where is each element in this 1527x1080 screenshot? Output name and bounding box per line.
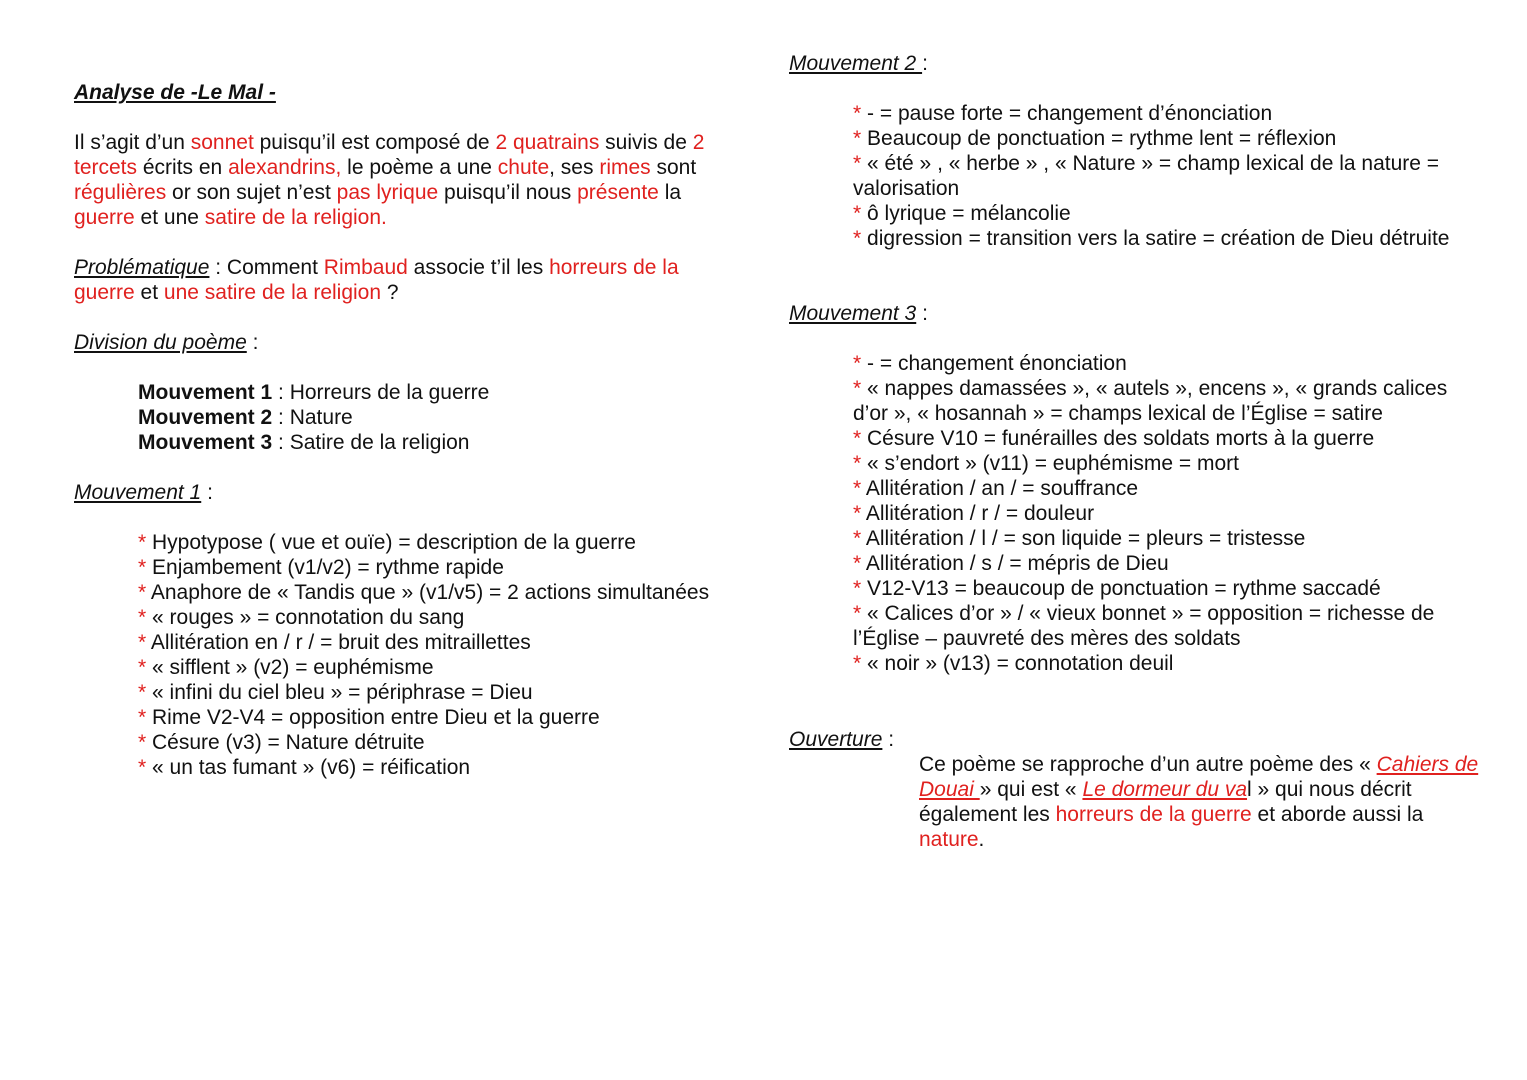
ouverture-segment: » qui est «: [979, 778, 1083, 801]
list-item: [138, 605, 709, 630]
mouvement2-colon: :: [922, 52, 928, 75]
list-item-text: digression = transition vers la satire = création de Dieu détruite: [867, 227, 1450, 250]
mouvement3-label: Mouvement 3: [789, 302, 917, 325]
list-item: [853, 451, 1483, 476]
list-item-text: « s’endort » (v11) = euphémisme = mort: [867, 452, 1239, 475]
list-item: [853, 576, 1483, 601]
division-item-title: Mouvement 3: [138, 431, 273, 454]
division-item: [138, 380, 489, 405]
ouverture-highlight: nature: [919, 828, 979, 851]
division-item-title: Mouvement 1: [138, 381, 273, 404]
intro-segment: le poème a une: [341, 156, 498, 179]
bullet-star-icon: *: [138, 706, 153, 729]
list-item-text: « nappes damassées », « autels », encens », « grands calices d’or », « hosannah » = champs lexical de l’Église = satire: [853, 377, 1448, 425]
bullet-star-icon: *: [138, 681, 153, 704]
bullet-star-icon: *: [138, 606, 153, 629]
intro-highlight: rimes: [599, 156, 651, 179]
intro-highlight: alexandrins,: [228, 156, 342, 179]
intro-segment: sont: [650, 156, 697, 179]
ouverture-highlight: horreurs de la guerre: [1055, 803, 1252, 826]
list-item: [853, 201, 1483, 226]
division-label: Division du poème: [74, 331, 247, 354]
mouvement1-colon: :: [201, 481, 213, 504]
bullet-star-icon: *: [138, 556, 153, 579]
ouverture-title-link[interactable]: Cahiers de Douai: [919, 753, 1479, 801]
mouvement3-heading: [789, 301, 928, 326]
intro-segment: Il s’agit d’un: [74, 131, 191, 154]
bullet-star-icon: *: [138, 731, 153, 754]
bullet-star-icon: *: [853, 377, 868, 400]
intro-segment: et une: [134, 206, 205, 229]
list-item-text: Allitération / r / = douleur: [865, 502, 1095, 525]
division-item-text: : Horreurs de la guerre: [272, 381, 490, 404]
division-item: [138, 430, 489, 455]
problematique-highlight: horreurs de la guerre: [74, 256, 679, 304]
bullet-star-icon: *: [138, 656, 153, 679]
problematique-segment: associe t’il les: [407, 256, 550, 279]
list-item-text: « Calices d’or » / « vieux bonnet » = opposition = richesse de l’Église – pauvreté des mères des soldats: [853, 602, 1435, 650]
list-item-text: « sifflent » (v2) = euphémisme: [152, 656, 434, 679]
list-item-text: Allitération / an / = souffrance: [865, 477, 1139, 500]
problematique-label: Problématique: [74, 256, 210, 279]
intro-highlight: régulières: [74, 181, 167, 204]
bullet-star-icon: *: [853, 452, 868, 475]
list-item: [853, 151, 1483, 201]
bullet-star-icon: *: [138, 581, 151, 604]
bullet-star-icon: *: [853, 102, 868, 125]
mouvement1-heading: [74, 480, 213, 505]
list-item: [138, 730, 709, 755]
division-colon: :: [246, 331, 259, 354]
bullet-star-icon: *: [853, 552, 866, 575]
list-item: [138, 755, 709, 780]
list-item-text: Césure (v3) = Nature détruite: [152, 731, 425, 754]
bullet-star-icon: *: [853, 227, 868, 250]
list-item: [138, 680, 709, 705]
bullet-star-icon: *: [853, 352, 868, 375]
intro-segment: puisqu’il nous: [438, 181, 578, 204]
intro-highlight: pas lyrique: [336, 181, 439, 204]
bullet-star-icon: *: [853, 427, 868, 450]
list-item-text: Rime V2-V4 = opposition entre Dieu et la guerre: [152, 706, 600, 729]
list-item-text: Allitération / s / = mépris de Dieu: [865, 552, 1169, 575]
ouverture-segment: .: [978, 828, 985, 851]
problematique-segment: : Comment: [209, 256, 324, 279]
intro-segment: la: [658, 181, 682, 204]
intro-paragraph: [74, 130, 734, 230]
ouverture-segment: et aborde aussi la: [1251, 803, 1424, 826]
intro-highlight: sonnet: [190, 131, 254, 154]
intro-segment: écrits en: [137, 156, 229, 179]
list-item: [853, 601, 1483, 651]
list-item: [138, 655, 709, 680]
mouvement3-list: [853, 351, 1483, 676]
ouverture-colon: :: [882, 728, 895, 751]
list-item-text: ô lyrique = mélancolie: [867, 202, 1071, 225]
mouvement2-heading: [789, 51, 928, 76]
list-item-text: « noir » (v13) = connotation deuil: [867, 652, 1174, 675]
list-item: [138, 530, 709, 555]
bullet-star-icon: *: [138, 531, 153, 554]
list-item-text: « un tas fumant » (v6) = réification: [152, 756, 471, 779]
bullet-star-icon: *: [853, 527, 866, 550]
problematique-highlight: une satire de la religion: [163, 281, 382, 304]
intro-segment: , ses: [549, 156, 600, 179]
list-item: [853, 526, 1483, 551]
ouverture-paragraph: [919, 752, 1479, 852]
list-item-text: - = changement énonciation: [867, 352, 1127, 375]
list-item-text: Allitération / l / = son liquide = pleurs = tristesse: [865, 527, 1306, 550]
intro-segment: puisqu’il est composé de: [253, 131, 496, 154]
list-item: [853, 476, 1483, 501]
ouverture-heading: [789, 727, 894, 752]
bullet-star-icon: *: [853, 202, 868, 225]
mouvement2-label: Mouvement 2: [789, 52, 923, 75]
ouverture-segment: l » qui nous décrit également les: [919, 778, 1412, 826]
problematique-highlight: Rimbaud: [323, 256, 408, 279]
division-item: [138, 405, 489, 430]
list-item-text: V12-V13 = beaucoup de ponctuation = rythme saccadé: [867, 577, 1381, 600]
intro-highlight: guerre: [74, 206, 135, 229]
list-item: [853, 651, 1483, 676]
list-item: [853, 126, 1483, 151]
intro-highlight: 2 tercets: [74, 131, 705, 179]
bullet-star-icon: *: [853, 477, 866, 500]
list-item: [853, 551, 1483, 576]
list-item-text: Hypotypose ( vue et ouïe) = description de la guerre: [152, 531, 636, 554]
list-item-text: « été » , « herbe » , « Nature » = champ lexical de la nature = valorisation: [853, 152, 1440, 200]
bullet-star-icon: *: [853, 652, 868, 675]
bullet-star-icon: *: [853, 602, 868, 625]
list-item: [138, 555, 709, 580]
intro-highlight: présente: [577, 181, 659, 204]
intro-highlight: 2 quatrains: [495, 131, 600, 154]
list-item-text: « infini du ciel bleu » = périphrase = Dieu: [152, 681, 533, 704]
list-item: [853, 101, 1483, 126]
division-list: [138, 380, 489, 455]
list-item-text: - = pause forte = changement d’énonciation: [867, 102, 1273, 125]
list-item-text: Allitération en / r / = bruit des mitraillettes: [150, 631, 531, 654]
bullet-star-icon: *: [853, 127, 868, 150]
mouvement2-list: [853, 101, 1483, 251]
mouvement1-label: Mouvement 1: [74, 481, 202, 504]
bullet-star-icon: *: [853, 577, 868, 600]
list-item-text: Anaphore de « Tandis que » (v1/v5) = 2 actions simultanées: [150, 581, 710, 604]
intro-segment: or son sujet n’est: [166, 181, 337, 204]
ouverture-segment: Ce poème se rapproche d’un autre poème des «: [919, 753, 1377, 776]
list-item: [138, 705, 709, 730]
mouvement3-colon: :: [916, 302, 928, 325]
mouvement1-list: [138, 530, 709, 780]
list-item: [853, 226, 1483, 251]
list-item: [853, 376, 1483, 426]
bullet-star-icon: *: [138, 631, 151, 654]
ouverture-label: Ouverture: [789, 728, 883, 751]
document-title: Analyse de -Le Mal -: [74, 81, 276, 104]
intro-segment: suivis de: [599, 131, 693, 154]
list-item-text: « rouges » = connotation du sang: [152, 606, 465, 629]
ouverture-title-link[interactable]: Le dormeur du va: [1082, 778, 1248, 801]
division-item-text: : Satire de la religion: [272, 431, 470, 454]
list-item: [853, 426, 1483, 451]
intro-highlight: satire de la religion.: [204, 206, 387, 229]
problematique-segment: ?: [381, 281, 399, 304]
list-item: [853, 351, 1483, 376]
list-item-text: Enjambement (v1/v2) = rythme rapide: [152, 556, 504, 579]
bullet-star-icon: *: [853, 152, 868, 175]
intro-highlight: chute: [497, 156, 550, 179]
list-item: [853, 501, 1483, 526]
list-item: [138, 580, 709, 605]
list-item: [138, 630, 709, 655]
list-item-text: Césure V10 = funérailles des soldats morts à la guerre: [867, 427, 1375, 450]
division-item-text: : Nature: [272, 406, 353, 429]
problematique-paragraph: [74, 255, 714, 305]
division-item-title: Mouvement 2: [138, 406, 273, 429]
bullet-star-icon: *: [138, 756, 153, 779]
list-item-text: Beaucoup de ponctuation = rythme lent = réflexion: [867, 127, 1337, 150]
problematique-segment: et: [134, 281, 164, 304]
division-heading: [74, 330, 258, 355]
bullet-star-icon: *: [853, 502, 866, 525]
